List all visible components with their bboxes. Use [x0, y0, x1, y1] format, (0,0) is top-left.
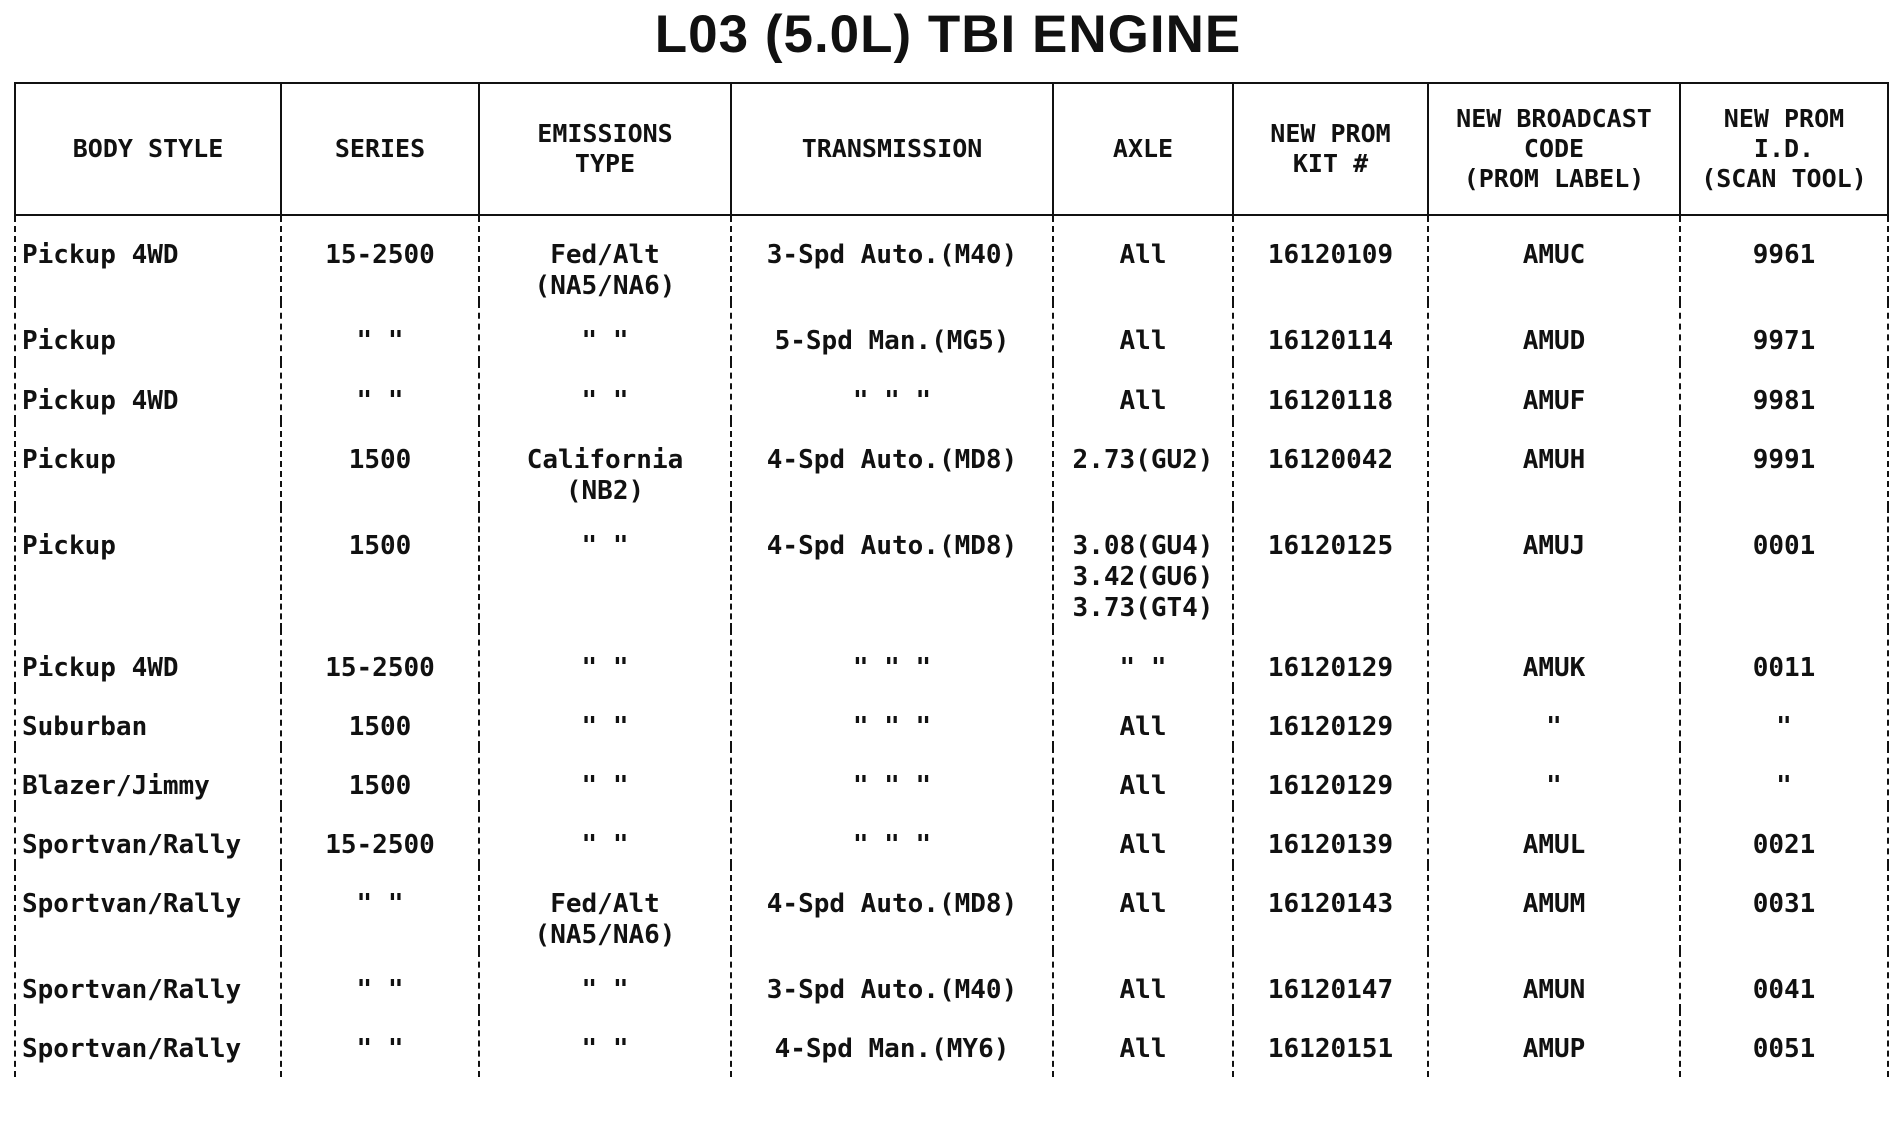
cell-transmission: 4-Spd Auto.(MD8)	[731, 421, 1053, 507]
cell-broadcast-code: "	[1428, 688, 1680, 747]
col-header-prom-id: NEW PROM I.D. (SCAN TOOL)	[1680, 83, 1888, 215]
cell-prom-kit: 16120118	[1233, 362, 1428, 421]
cell-series: 1500	[281, 747, 479, 806]
cell-transmission: " " "	[731, 688, 1053, 747]
cell-broadcast-code: AMUF	[1428, 362, 1680, 421]
table-row	[15, 747, 1888, 806]
cell-body-style: Blazer/Jimmy	[15, 747, 281, 806]
cell-prom-id: 0051	[1680, 1010, 1888, 1077]
cell-axle: All	[1053, 865, 1233, 951]
cell-axle: All	[1053, 688, 1233, 747]
cell-body-style: Suburban	[15, 688, 281, 747]
cell-body-style: Pickup	[15, 302, 281, 362]
cell-prom-kit: 16120151	[1233, 1010, 1428, 1077]
cell-series: " "	[281, 362, 479, 421]
cell-body-style: Sportvan/Rally	[15, 951, 281, 1010]
cell-prom-id: 0011	[1680, 629, 1888, 688]
cell-series: " "	[281, 302, 479, 362]
cell-prom-kit: 16120114	[1233, 302, 1428, 362]
page-title: L03 (5.0L) TBI ENGINE	[654, 5, 1242, 64]
cell-axle: 3.08(GU4) 3.42(GU6) 3.73(GT4)	[1053, 507, 1233, 629]
cell-transmission: " " "	[731, 747, 1053, 806]
cell-axle: All	[1053, 215, 1233, 302]
col-header-emissions-type: EMISSIONS TYPE	[479, 83, 731, 215]
cell-series: 1500	[281, 507, 479, 629]
cell-prom-id: "	[1680, 747, 1888, 806]
cell-emissions: " "	[479, 629, 731, 688]
cell-broadcast-code: AMUJ	[1428, 507, 1680, 629]
table-row	[15, 507, 1888, 629]
cell-transmission: 3-Spd Auto.(M40)	[731, 951, 1053, 1010]
cell-axle: All	[1053, 1010, 1233, 1077]
cell-axle: 2.73(GU2)	[1053, 421, 1233, 507]
cell-prom-id: 9981	[1680, 362, 1888, 421]
cell-broadcast-code: AMUM	[1428, 865, 1680, 951]
cell-transmission: " " "	[731, 362, 1053, 421]
cell-prom-kit: 16120129	[1233, 747, 1428, 806]
cell-body-style: Pickup 4WD	[15, 629, 281, 688]
cell-prom-kit: 16120129	[1233, 688, 1428, 747]
cell-transmission: 4-Spd Auto.(MD8)	[731, 865, 1053, 951]
cell-series: 1500	[281, 421, 479, 507]
cell-prom-kit: 16120129	[1233, 629, 1428, 688]
cell-series: 15-2500	[281, 629, 479, 688]
cell-axle: All	[1053, 747, 1233, 806]
col-header-series: SERIES	[281, 83, 479, 215]
cell-axle: " "	[1053, 629, 1233, 688]
cell-prom-id: 0031	[1680, 865, 1888, 951]
cell-emissions: " "	[479, 806, 731, 865]
col-header-body-style: BODY STYLE	[15, 83, 281, 215]
cell-emissions: " "	[479, 362, 731, 421]
cell-prom-id: 9961	[1680, 215, 1888, 302]
cell-prom-kit: 16120139	[1233, 806, 1428, 865]
cell-transmission: 4-Spd Auto.(MD8)	[731, 507, 1053, 629]
cell-prom-kit: 16120109	[1233, 215, 1428, 302]
table-row	[15, 951, 1888, 1010]
cell-axle: All	[1053, 302, 1233, 362]
cell-prom-id: 0021	[1680, 806, 1888, 865]
cell-transmission: 4-Spd Man.(MY6)	[731, 1010, 1053, 1077]
cell-emissions: " "	[479, 747, 731, 806]
cell-broadcast-code: AMUD	[1428, 302, 1680, 362]
cell-prom-id: 9991	[1680, 421, 1888, 507]
table-row	[15, 865, 1888, 951]
header-row	[15, 83, 1888, 215]
cell-series: 15-2500	[281, 215, 479, 302]
cell-body-style: Sportvan/Rally	[15, 806, 281, 865]
cell-broadcast-code: AMUL	[1428, 806, 1680, 865]
col-header-prom-kit: NEW PROM KIT #	[1233, 83, 1428, 215]
cell-prom-kit: 16120147	[1233, 951, 1428, 1010]
cell-series: 15-2500	[281, 806, 479, 865]
table-row	[15, 302, 1888, 362]
cell-transmission: 5-Spd Man.(MG5)	[731, 302, 1053, 362]
cell-body-style: Sportvan/Rally	[15, 865, 281, 951]
cell-series: " "	[281, 951, 479, 1010]
cell-broadcast-code: AMUK	[1428, 629, 1680, 688]
cell-broadcast-code: AMUH	[1428, 421, 1680, 507]
cell-body-style: Pickup 4WD	[15, 215, 281, 302]
cell-emissions: Fed/Alt (NA5/NA6)	[479, 215, 731, 302]
cell-prom-kit: 16120143	[1233, 865, 1428, 951]
cell-broadcast-code: AMUN	[1428, 951, 1680, 1010]
cell-prom-id: 9971	[1680, 302, 1888, 362]
cell-emissions: Fed/Alt (NA5/NA6)	[479, 865, 731, 951]
cell-broadcast-code: "	[1428, 747, 1680, 806]
cell-axle: All	[1053, 951, 1233, 1010]
cell-emissions: " "	[479, 688, 731, 747]
col-header-axle: AXLE	[1053, 83, 1233, 215]
cell-prom-kit: 16120042	[1233, 421, 1428, 507]
cell-body-style: Pickup 4WD	[15, 362, 281, 421]
cell-prom-id: "	[1680, 688, 1888, 747]
cell-body-style: Sportvan/Rally	[15, 1010, 281, 1077]
cell-transmission: " " "	[731, 806, 1053, 865]
cell-series: " "	[281, 865, 479, 951]
table-row	[15, 215, 1888, 302]
table-row	[15, 629, 1888, 688]
cell-emissions: California (NB2)	[479, 421, 731, 507]
table-row	[15, 362, 1888, 421]
col-header-transmission: TRANSMISSION	[731, 83, 1053, 215]
cell-broadcast-code: AMUC	[1428, 215, 1680, 302]
cell-body-style: Pickup	[15, 507, 281, 629]
table-row	[15, 1010, 1888, 1077]
cell-broadcast-code: AMUP	[1428, 1010, 1680, 1077]
cell-prom-kit: 16120125	[1233, 507, 1428, 629]
cell-emissions: " "	[479, 1010, 731, 1077]
col-header-broadcast-code: NEW BROADCAST CODE (PROM LABEL)	[1428, 83, 1680, 215]
cell-transmission: 3-Spd Auto.(M40)	[731, 215, 1053, 302]
cell-emissions: " "	[479, 951, 731, 1010]
cell-body-style: Pickup	[15, 421, 281, 507]
table-row	[15, 688, 1888, 747]
cell-transmission: " " "	[731, 629, 1053, 688]
table-row	[15, 421, 1888, 507]
prom-table	[14, 82, 1889, 1077]
cell-axle: All	[1053, 362, 1233, 421]
cell-emissions: " "	[479, 507, 731, 629]
cell-prom-id: 0001	[1680, 507, 1888, 629]
cell-series: " "	[281, 1010, 479, 1077]
cell-prom-id: 0041	[1680, 951, 1888, 1010]
table-row	[15, 806, 1888, 865]
cell-emissions: " "	[479, 302, 731, 362]
cell-series: 1500	[281, 688, 479, 747]
cell-axle: All	[1053, 806, 1233, 865]
